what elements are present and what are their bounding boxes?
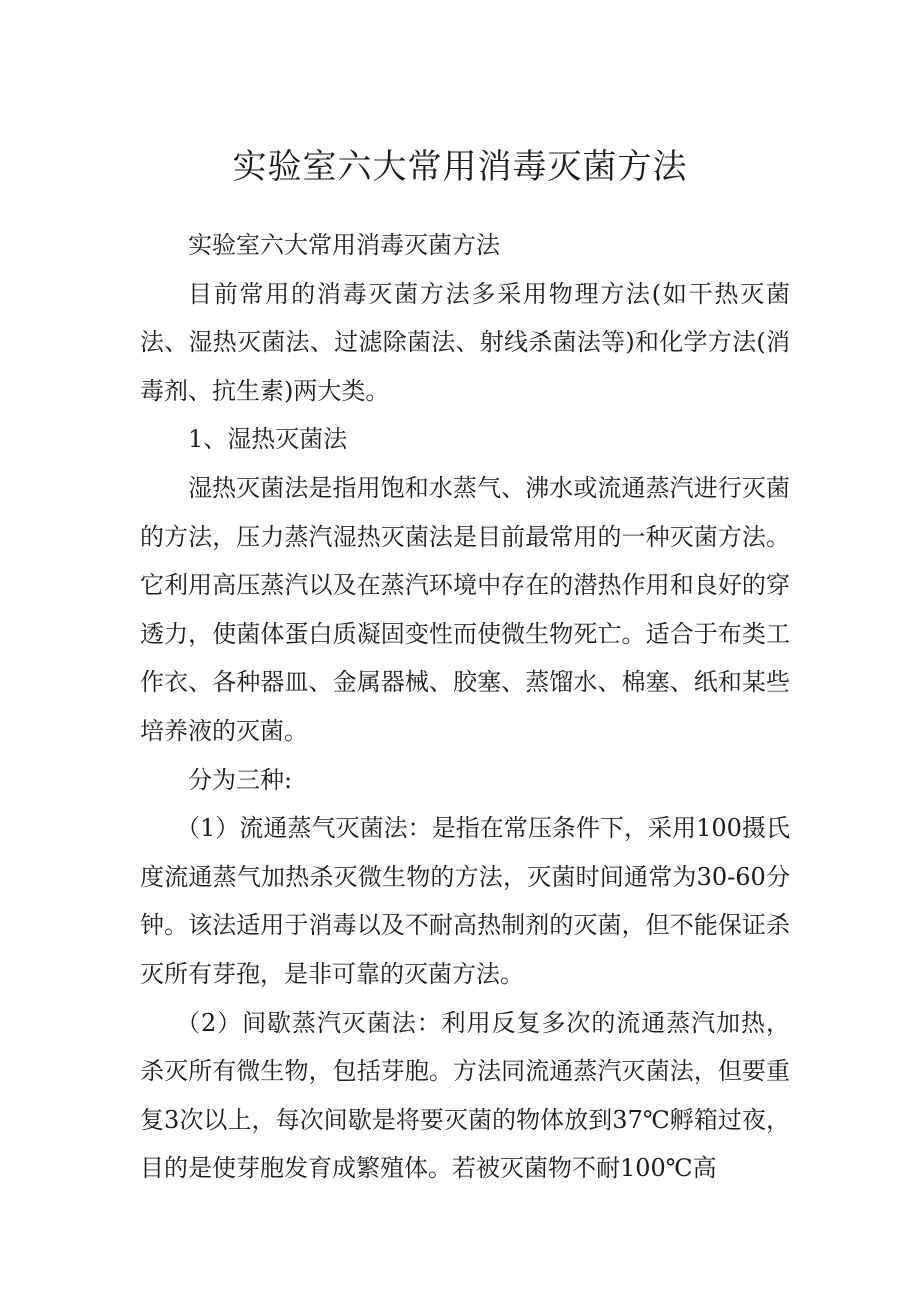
- body-paragraph-three-types: 分为三种:: [188, 765, 293, 794]
- body-paragraph-heading: 实验室六大常用消毒灭菌方法: [188, 231, 500, 259]
- body-paragraph-moist-heat: 湿热灭菌法是指用饱和水蒸气、沸水或流通蒸汽进行灭菌的方法，压力蒸汽湿热灭菌法是目前最常用的一种灭菌方法。它利用高压蒸汽以及在蒸汽环境中存在的潜热作用和良好的穿透力，使菌体蛋白质凝固变性而使微生物死亡。适合于布类工作衣、各种器皿、金属器械、胶塞、蒸馏水、棉塞、纸和某些培养液的灭菌。: [140, 473, 790, 745]
- body-paragraph-intermittent-steam: （2）间歇蒸汽灭菌法：利用反复多次的流通蒸汽加热，杀灭所有微生物，包括芽胞。方法同流通蒸汽灭菌法，但要重复3次以上，每次间歇是将要灭菌的物体放到37℃孵箱过夜，目的是使芽胞发育成繁殖体。若被灭菌物不耐100℃高: [140, 1008, 790, 1183]
- section-heading-moist-heat: 1、湿热灭菌法: [188, 425, 348, 454]
- document-title: 实验室六大常用消毒灭菌方法: [232, 147, 688, 187]
- document-body: [140, 221, 790, 1193]
- body-paragraph-flowing-steam: （1）流通蒸气灭菌法：是指在常压条件下，采用100摄氏度流通蒸气加热杀灭微生物的方法，灭菌时间通常为30-60分钟。该法适用于消毒以及不耐高热制剂的灭菌，但不能保证杀灭所有芽孢，是非可靠的灭菌方法。: [140, 814, 790, 988]
- body-paragraph-intro: 目前常用的消毒灭菌方法多采用物理方法(如干热灭菌法、湿热灭菌法、过滤除菌法、射线杀菌法等)和化学方法(消毒剂、抗生素)两大类。: [140, 279, 790, 405]
